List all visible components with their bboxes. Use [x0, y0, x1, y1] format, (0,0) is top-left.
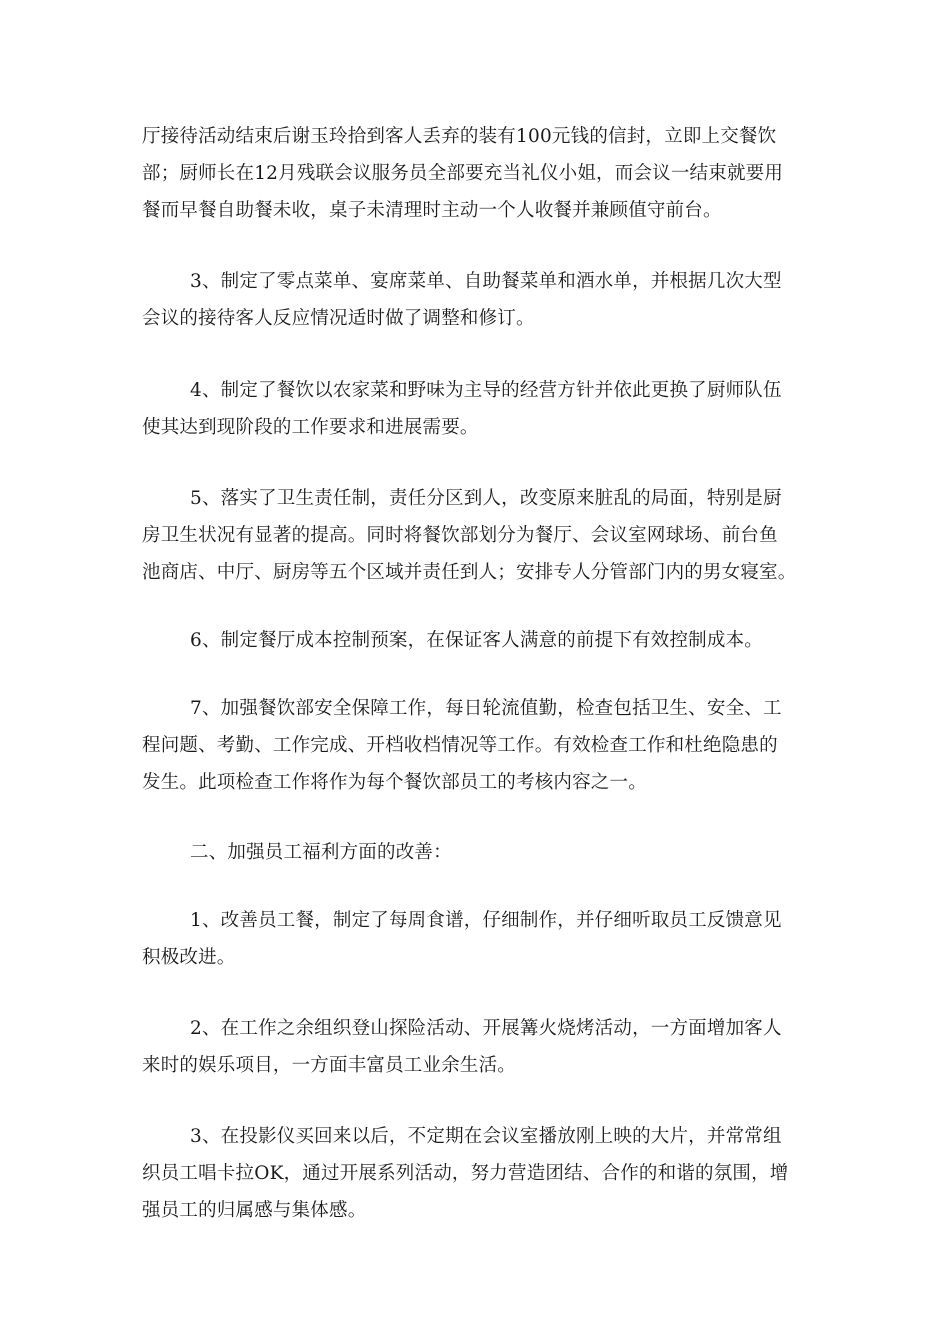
text-line: 厅接待活动结束后谢玉玲拾到客人丢弃的装有100元钱的信封，立即上交餐饮: [142, 126, 777, 147]
text-line: 积极改进。: [142, 947, 236, 968]
text-line: 二、加强员工福利方面的改善：: [190, 842, 452, 863]
text-line: 程问题、考勤、工作完成、开档收档情况等工作。有效检查工作和杜绝隐患的: [142, 735, 778, 756]
text-line: 7、加强餐饮部安全保障工作，每日轮流值勤，检查包括卫生、安全、工: [190, 698, 782, 719]
text-line: 织员工唱卡拉OK，通过开展系列活动，努力营造团结、合作的和谐的氛围，增: [142, 1163, 789, 1184]
text-line: 3、在投影仪买回来以后，不定期在会议室播放刚上映的大片，并常常组: [190, 1126, 782, 1147]
paragraph-item-6-cost: [142, 622, 822, 659]
section-heading-welfare: [142, 834, 822, 871]
text-line: 1、改善员工餐，制定了每周食谱，仔细制作，并仔细听取员工反馈意见: [190, 910, 782, 931]
text-line: 强员工的归属感与集体感。: [142, 1200, 367, 1221]
paragraph-continuation: [142, 118, 822, 229]
text-line: 2、在工作之余组织登山探险活动、开展篝火烧烤活动，一方面增加客人: [190, 1018, 782, 1039]
text-line: 发生。此项检查工作将作为每个餐饮部员工的考核内容之一。: [142, 772, 647, 793]
paragraph-welfare-2-activities: [142, 1010, 822, 1084]
text-line: 4、制定了餐饮以农家菜和野味为主导的经营方针并依此更换了厨师队伍: [190, 380, 782, 401]
text-line: 6、制定餐厅成本控制预案，在保证客人满意的前提下有效控制成本。: [190, 630, 763, 651]
text-line: 3、制定了零点菜单、宴席菜单、自助餐菜单和酒水单，并根据几次大型: [190, 271, 782, 292]
paragraph-item-7-safety: [142, 690, 822, 801]
text-line: 来时的娱乐项目，一方面丰富员工业余生活。: [142, 1055, 517, 1076]
paragraph-item-4-policy: [142, 372, 822, 446]
paragraph-item-5-hygiene: [142, 480, 822, 591]
paragraph-item-3-menus: [142, 263, 822, 337]
text-line: 房卫生状况有显著的提高。同时将餐饮部划分为餐厅、会议室网球场、前台鱼: [142, 525, 778, 546]
paragraph-welfare-3-projector: [142, 1118, 822, 1229]
text-line: 餐而早餐自助餐未收，桌子未清理时主动一个人收餐并兼顾值守前台。: [142, 200, 722, 221]
text-line: 会议的接待客人反应情况适时做了调整和修订。: [142, 308, 535, 329]
text-line: 部；厨师长在12月残联会议服务员全部要充当礼仪小姐，而会议一结束就要用: [142, 163, 784, 184]
paragraph-welfare-1-meals: [142, 902, 822, 976]
text-line: 使其达到现阶段的工作要求和进展需要。: [142, 417, 479, 438]
text-line: 池商店、中厅、厨房等五个区域并责任到人；安排专人分管部门内的男女寝室。: [142, 562, 797, 583]
text-line: 5、落实了卫生责任制，责任分区到人，改变原来脏乱的局面，特别是厨: [190, 488, 782, 509]
